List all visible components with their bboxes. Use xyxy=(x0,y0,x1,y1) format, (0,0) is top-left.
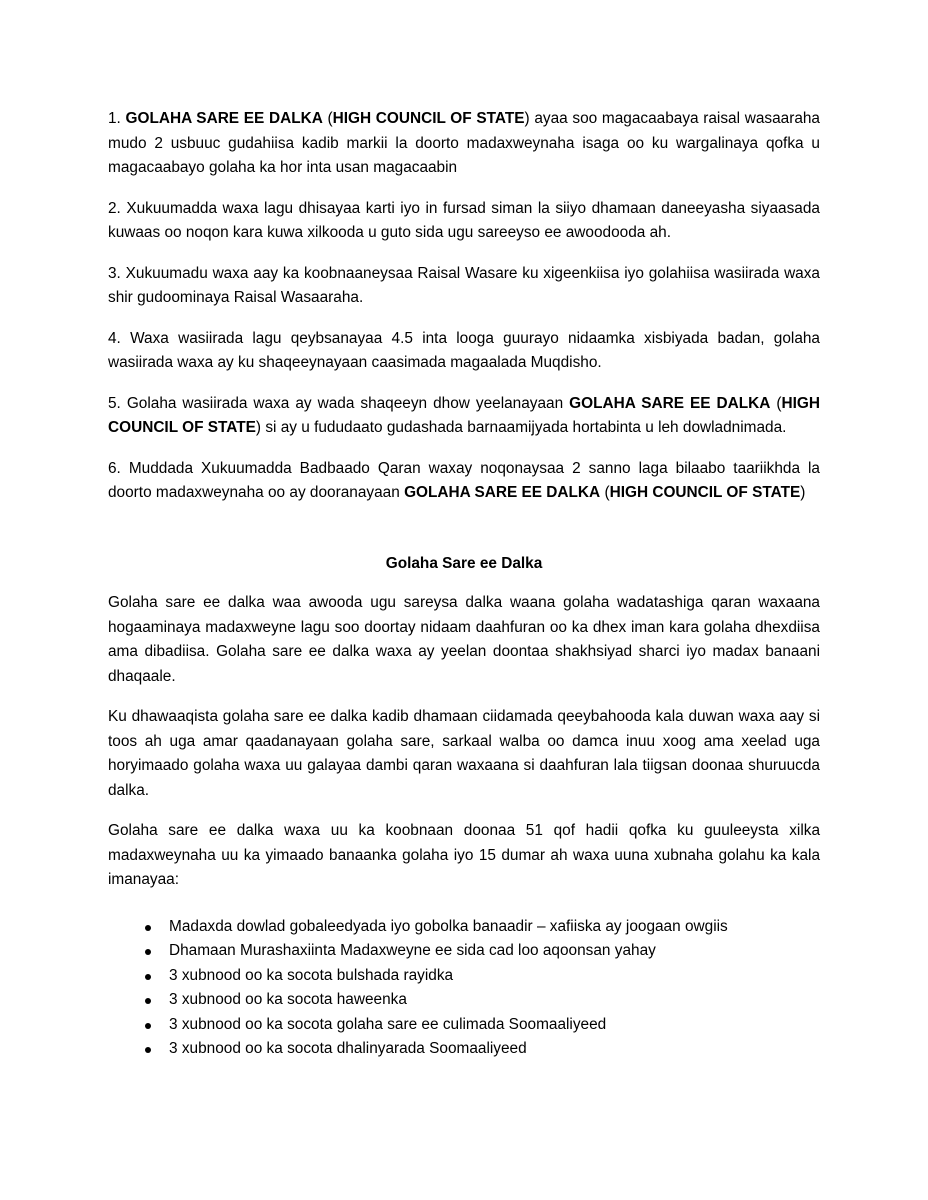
point-text: ( xyxy=(600,484,610,501)
point-text: ) ayaa soo magacaabaya raisal wasaaraha mudo 2 usbuuc gudahiisa kadib markii la doorto madaxweynaha isaga oo ku wargalinaya qofka u magacaabayo golaha ka hor inta usan magacaabin xyxy=(108,110,820,176)
list-item-text: 3 xubnood oo ka socota golaha sare ee culimada Soomaaliyeed xyxy=(169,1015,607,1033)
point-text: 6. Muddada Xukuumadda Badbaado Qaran waxay noqonaysaa 2 sanno laga bilaabo taariikhda la doorto madaxweynaha oo ay dooranayaan xyxy=(108,459,820,501)
section-paragraph-3: Golaha sare ee dalka waxa uu ka koobnaan doonaa 51 qof hadii qofka ku guuleeysta xilka madaxweynaha uu ka yimaado banaanka golaha iyo 15 dumar ah waxa uuna xubnaha golahu ka kala imanayaa: xyxy=(108,822,820,888)
bullet-icon xyxy=(145,949,151,955)
point-bold-text: HIGH COUNCIL OF STATE xyxy=(108,394,821,436)
list-item-text: Dhamaan Murashaxiinta Madaxweyne ee sida cad loo aqoonsan yahay xyxy=(169,942,656,959)
list-item xyxy=(145,1037,820,1062)
list-item xyxy=(145,939,820,964)
bullet-icon xyxy=(145,998,151,1004)
member-list xyxy=(108,915,820,1062)
point-text: 5. Golaha wasiirada waxa ay wada shaqeeyn dhow yeelanayaan xyxy=(108,394,570,412)
point-text: 1. xyxy=(108,110,126,127)
list-item xyxy=(145,915,820,940)
section-heading: Golaha Sare ee Dalka xyxy=(385,554,543,572)
list-item-text: 3 xubnood oo ka socota bulshada rayidka xyxy=(169,966,454,984)
section-paragraph-2: Ku dhawaaqista golaha sare ee dalka kadib dhamaan ciidamada qeeybahooda kala duwan waxa aay si toos ah uga amar qaadanayaan golaha sare, sarkaal walba oo damca inuu xoog ama xeelad uga horyimaado golaha waxa uu galayaa dambi qaran waxaana si daahfuran lala tiigsan doonaa shuruucda dalka. xyxy=(108,708,820,799)
point-text: ( xyxy=(322,110,333,127)
numbered-point-5 xyxy=(108,392,820,441)
numbered-point-6 xyxy=(108,457,820,506)
point-text: ) xyxy=(800,484,806,501)
point-bold-text: GOLAHA SARE EE DALKA xyxy=(569,394,771,412)
list-item-text: 3 xubnood oo ka socota dhalinyarada Soomaaliyeed xyxy=(169,1040,527,1057)
point-bold-text: GOLAHA SARE EE DALKA xyxy=(404,484,601,501)
bullet-icon xyxy=(145,1023,151,1029)
point-text: ) si ay u fududaato gudashada barnaamijyada hortabinta u leh dowladnimada. xyxy=(255,419,787,436)
list-item xyxy=(145,988,820,1013)
list-item-text: Madaxda dowlad gobaleedyada iyo gobolka banaadir – xafiiska ay joogaan owgiis xyxy=(169,917,728,935)
point-bold-text: GOLAHA SARE EE DALKA xyxy=(125,110,323,127)
bullet-icon xyxy=(145,974,151,980)
numbered-point-1 xyxy=(108,107,820,181)
bullet-icon xyxy=(145,925,151,931)
list-item-text: 3 xubnood oo ka socota haweenka xyxy=(169,991,407,1008)
point-bold-text: HIGH COUNCIL OF STATE xyxy=(332,110,525,127)
point-bold-text: HIGH COUNCIL OF STATE xyxy=(609,484,801,501)
list-item xyxy=(145,1013,820,1038)
list-item xyxy=(145,964,820,989)
numbered-point-4: 4. Waxa wasiirada lagu qeybsanayaa 4.5 inta looga guurayo nidaamka xisbiyada badan, golaha wasiirada waxa ay ku shaqeeynayaan caasimada magaalada Muqdisho. xyxy=(108,329,820,371)
numbered-point-2: 2. Xukuumadda waxa lagu dhisayaa karti iyo in fursad siman la siiyo dhamaan daneeyasha siyaasada kuwaas oo noqon kara kuwa xilkooda u guto sida ugu sareeyso ee awoodooda ah. xyxy=(108,199,820,241)
bullet-icon xyxy=(145,1047,151,1053)
point-text: ( xyxy=(770,394,782,412)
numbered-point-3: 3. Xukuumadu waxa aay ka koobnaaneysaa Raisal Wasare ku xigeenkiisa iyo golahiisa wasiirada waxa shir gudoominaya Raisal Wasaaraha. xyxy=(108,264,820,306)
section-paragraph-1: Golaha sare ee dalka waa awooda ugu sareysa dalka waana golaha wadatashiga qaran waxaana hogaaminaya madaxweyne lagu soo doortay nidaam daahfuran oo ka dhex iman kara golaha dhexdiisa ama dibadiisa. Golaha sare ee dalka waxa ay yeelan doontaa shakhsiyad sharci iyo madax banaani dhaqaale. xyxy=(108,594,820,685)
